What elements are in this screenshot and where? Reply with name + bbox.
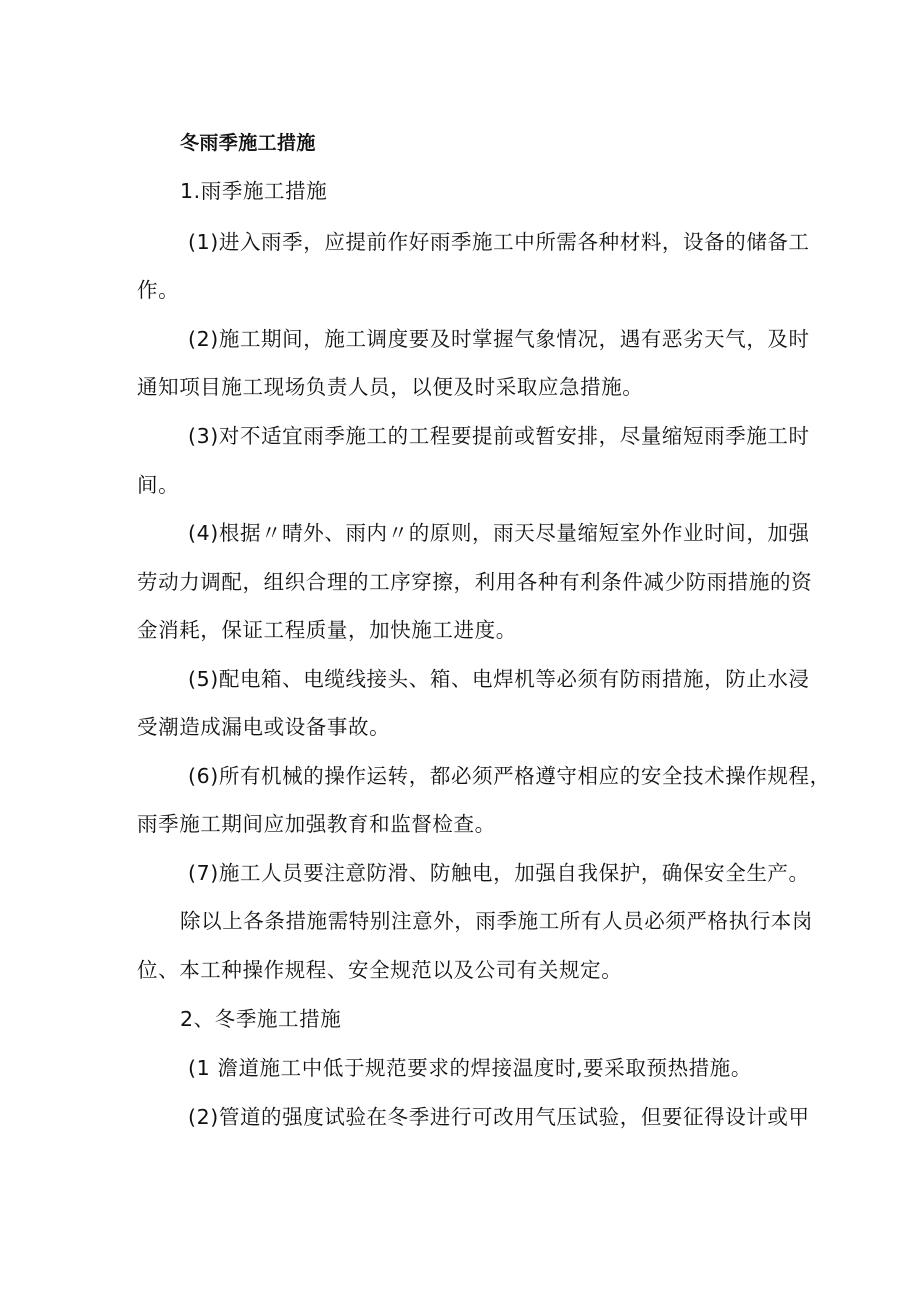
paragraph-line: (1)进入雨季，应提前作好雨季施工中所需各种材料，设备的储备工 [188, 230, 810, 254]
paragraph-line: 位、本工种操作规程、安全规范以及公司有关规定。 [137, 958, 623, 982]
paragraph-line: (2)施工期间，施工调度要及时掌握气象情况，遇有恶劣天气，及时 [188, 327, 810, 351]
paragraph-line: 雨季施工期间应加强教育和监督检查。 [137, 812, 496, 836]
paragraph-line: (7)施工人员要注意防滑、防触电，加强自我保护，确保安全生产。 [188, 861, 810, 885]
paragraph-line: 受潮造成漏电或设备事故。 [137, 715, 391, 739]
paragraph-line: (5)配电箱、电缆线接头、箱、电焊机等必须有防雨措施，防止水浸 [188, 667, 810, 691]
document-title: 冬雨季施工措施 [180, 132, 316, 154]
paragraph-line: (1 澹道施工中低于规范要求的焊接温度时,要采取预热措施。 [188, 1056, 752, 1080]
paragraph-line: (4)根据〃晴外、雨内〃的原则，雨天尽量缩短室外作业时间，加强 [188, 521, 810, 545]
paragraph-line: (2)管道的强度试验在冬季进行可改用气压试验，但要征得设计或甲 [188, 1105, 810, 1129]
section-heading-winter: 2、冬季施工措施 [180, 1007, 342, 1031]
paragraph-line: 作。 [137, 278, 180, 302]
paragraph-line: 间。 [137, 473, 180, 497]
paragraph-line: 金消耗，保证工程质量，加快施工进度。 [137, 618, 517, 642]
paragraph-line: 通知项目施工现场负责人员，以便及时采取应急措施。 [137, 375, 644, 399]
section-heading-rainy: 1.雨季施工措施 [180, 179, 328, 203]
paragraph-line: 劳动力调配，组织合理的工序穿擦，利用各种有利条件减少防雨措施的资 [137, 570, 813, 594]
paragraph-line: (6)所有机械的操作运转，都必须严格遵守相应的安全技术操作规程， [188, 764, 831, 788]
paragraph-line: 除以上各条措施需特别注意外，雨季施工所有人员必须严格执行本岗 [180, 909, 813, 933]
paragraph-line: (3)对不适宜雨季施工的工程要提前或暂安排，尽量缩短雨季施工时 [188, 424, 810, 448]
